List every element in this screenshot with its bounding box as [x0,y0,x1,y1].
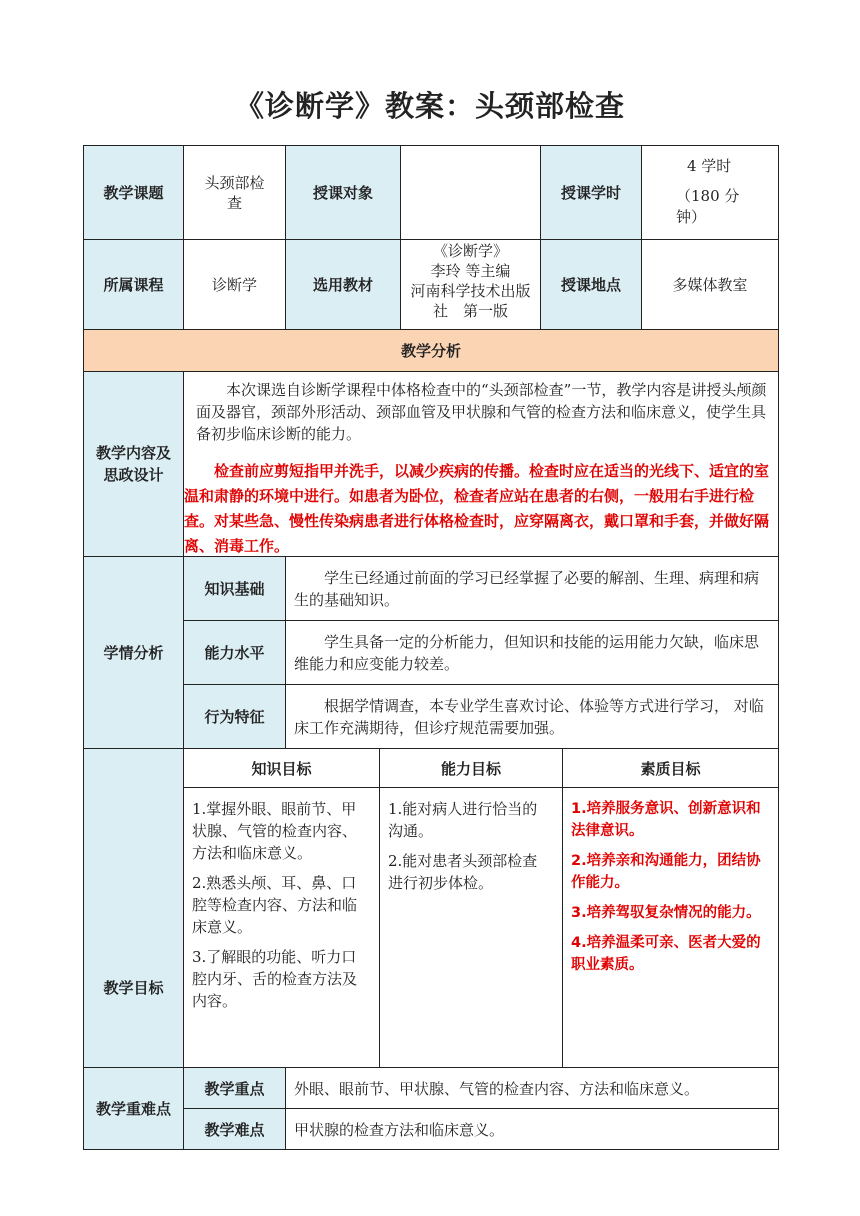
goals-label-cell [83,748,184,1068]
topic-label: 教学课题 [103,184,164,202]
focus-label: 教学重点 [204,1079,265,1098]
analysis-header-cell [83,329,779,372]
difficulty-label: 教学难点 [204,1120,265,1139]
difficulty-text: 甲状腺的检查方法和临床意义。 [294,1120,505,1139]
knowledge-goal-item: 2.熟悉头颅、耳、鼻、口腔等检查内容、方法和临床意义。 [192,874,358,936]
venue-value: 多媒体教室 [672,275,748,294]
analysis-header: 教学分析 [400,342,461,360]
knowledge-base-label-cell [183,556,286,621]
ability-goal-item: 1.能对病人进行恰当的沟通。 [388,800,538,840]
focus-label-cell [183,1067,286,1109]
content-label: 教学内容及思政设计 [95,444,171,484]
knowledge-goal-header-cell [183,748,380,788]
course-value-cell [183,239,286,330]
audience-label-cell [285,145,401,240]
knowledge-base-label: 知识基础 [204,580,265,598]
ability-level-text: 学生具备一定的分析能力，但知识和技能的运用能力欠缺，临床思维能力和应变能力较差。 [294,633,760,673]
page-title: 《诊断学》教案：头颈部检查 [234,89,625,123]
course-label: 所属课程 [103,276,164,294]
quality-goal-item: 2.培养亲和沟通能力，团结协作能力。 [571,853,761,891]
quality-goal-header-cell [562,748,779,788]
hours-line2: （180 分钟） [676,187,740,226]
content-label-cell [83,371,184,557]
audience-label: 授课对象 [312,184,373,202]
keypoints-label: 教学重难点 [95,1100,171,1118]
knowledge-goal-item: 3.了解眼的功能、听力口腔内牙、舌的检查方法及内容。 [192,948,358,1010]
topic-value-cell [183,145,286,240]
venue-label: 授课地点 [560,276,621,294]
quality-goal-item: 4.培养温柔可亲、医者大爱的职业素质。 [571,935,761,973]
textbook-line-3: 河南科学技术出版社 第一版 [410,282,531,320]
hours-label: 授课学时 [560,184,621,202]
ability-goal-item: 2.能对患者头颈部检查进行初步体检。 [388,852,538,892]
venue-value-cell [641,239,779,330]
topic-value: 头颈部检查 [204,173,265,212]
topic-label-cell [83,145,184,240]
learner-label: 学情分析 [103,644,164,662]
audience-value-cell [400,145,541,240]
learner-label-cell [83,556,184,749]
ability-goal-header: 能力目标 [440,759,501,778]
course-value: 诊断学 [211,275,257,294]
course-label-cell [83,239,184,330]
knowledge-goal-item: 1.掌握外眼、眼前节、甲状腺、气管的检查内容、方法和临床意义。 [192,800,358,862]
difficulty-label-cell [183,1108,286,1150]
ability-level-cell [285,620,779,685]
hours-line1: 4 学时 [687,157,732,175]
behavior-text: 根据学情调查，本专业学生喜欢讨论、体验等方式进行学习， 对临床工作充满期待，但诊疗规范需要加强。 [294,697,764,737]
behavior-label: 行为特征 [204,708,265,726]
ability-goal-cell [379,787,563,1068]
ability-level-label-cell [183,620,286,685]
quality-goal-cell [562,787,779,1068]
keypoints-label-cell [83,1067,184,1150]
focus-cell [285,1067,779,1109]
textbook-value-cell [400,239,541,330]
knowledge-base-cell [285,556,779,621]
focus-text: 外眼、眼前节、甲状腺、气管的检查内容、方法和临床意义。 [294,1079,700,1098]
hours-label-cell [540,145,642,240]
behavior-cell [285,684,779,749]
goals-label: 教学目标 [103,978,164,997]
hours-value-cell [641,145,779,240]
content-paragraph: 本次课选自诊断学课程中体格检查中的“头颈部检查”一节，教学内容是讲授头颅颜面及器官，颈部外形活动、颈部血管及甲状腺和气管的检查方法和临床意义，使学生具备初步临床诊断的能力。 [196,381,767,443]
knowledge-goal-header: 知识目标 [251,759,312,778]
textbook-line-1: 《诊断学》 [432,242,508,260]
textbook-line-2: 李玲 等主编 [430,262,511,280]
behavior-label-cell [183,684,286,749]
quality-goal-item: 3.培养驾驭复杂情况的能力。 [571,905,761,921]
ability-goal-header-cell [379,748,563,788]
ability-level-label: 能力水平 [204,644,265,662]
knowledge-base-text: 学生已经通过前面的学习已经掌握了必要的解剖、生理、病理和病生的基础知识。 [294,569,760,609]
venue-label-cell [540,239,642,330]
content-text-cell [183,371,779,557]
textbook-label: 选用教材 [312,276,373,294]
textbook-label-cell [285,239,401,330]
quality-goal-header: 素质目标 [640,759,701,778]
ideology-paragraph: 检查前应剪短指甲并洗手，以减少疾病的传播。检查时应在适当的光线下、适宜的室温和肃静的环境中进行。如患者为卧位，检查者应站在患者的右侧，一般用右手进行检查。对某些急、慢性传染病患者进行体格检查时，应穿隔离衣，戴口罩和手套，并做好隔离、消毒工作。 [184,462,770,555]
knowledge-goal-cell [183,787,380,1068]
difficulty-cell [285,1108,779,1150]
quality-goal-item: 1.培养服务意识、创新意识和法律意识。 [571,801,761,839]
